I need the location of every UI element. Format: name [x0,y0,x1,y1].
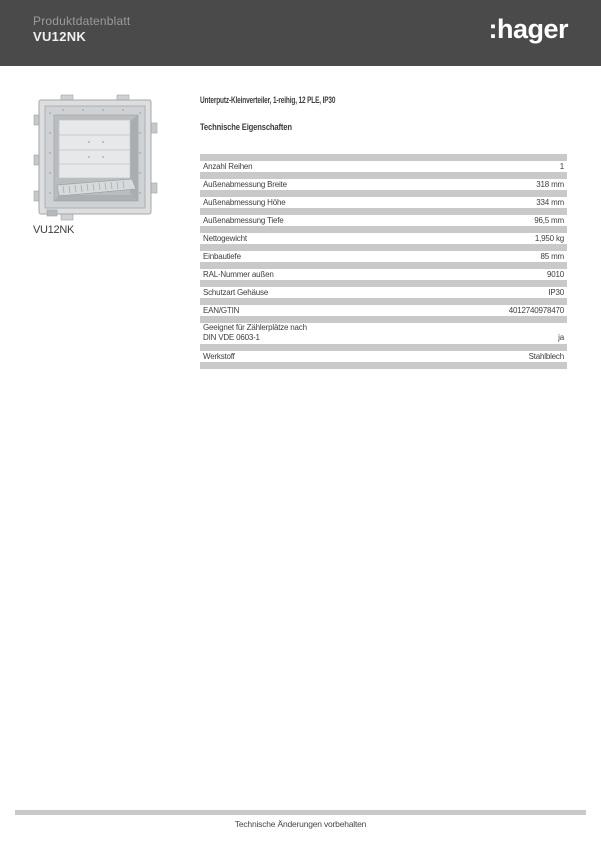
table-row [200,269,567,280]
technical-data-table [200,154,567,369]
product-image [33,93,158,222]
row-label: Schutzart Gehäuse [203,288,269,297]
row-value: IP30 [548,288,564,297]
table-row [200,161,567,172]
table-row-two-line [200,323,567,344]
hager-logo: :hager [488,14,568,44]
row-separator [200,190,567,197]
row-value: ja [558,333,564,342]
row-label: Anzahl Reihen [203,162,253,171]
row-label: Außenabmessung Breite [203,180,287,189]
row-label: Einbautiefe [203,252,241,261]
row-separator [200,316,567,323]
row-value: 334 mm [536,198,564,207]
row-value: Stahlblech [528,352,564,361]
row-separator [200,262,567,269]
section-heading: Technische Eigenschaften [200,122,292,132]
table-row [200,215,567,226]
product-title: Unterputz-Kleinverteiler, 1-reihig, 12 PLE, IP30 [200,95,336,105]
product-image-caption: VU12NK [33,224,74,236]
row-separator [200,226,567,233]
row-separator [200,244,567,251]
row-separator [200,172,567,179]
row-label [203,323,307,344]
footer-note: Technische Änderungen vorbehalten [234,819,367,829]
table-row [200,305,567,316]
row-value: 1 [559,162,564,171]
header-band [0,0,601,66]
table-row [200,351,567,362]
table-row [200,287,567,298]
row-label: RAL-Nummer außen [203,270,274,279]
row-label: Werkstoff [203,352,235,361]
table-row [200,197,567,208]
row-separator [200,298,567,305]
row-separator [200,280,567,287]
row-separator [200,362,567,369]
row-value: 9010 [547,270,564,279]
table-row [200,233,567,244]
table-row [200,251,567,262]
row-value: 1,950 kg [534,234,564,243]
row-label: Nettogewicht [203,234,247,243]
row-value: 4012740978470 [508,306,564,315]
row-value: 85 mm [540,252,564,261]
row-separator [200,154,567,161]
enclosure-illustration [33,93,158,222]
row-separator [200,208,567,215]
row-value: 318 mm [536,180,564,189]
footer-divider [15,810,586,815]
row-label: Außenabmessung Höhe [203,198,286,207]
row-label: EAN/GTIN [203,306,240,315]
row-separator [200,344,567,351]
document-type-label: Produktdatenblatt [33,14,131,28]
row-value: 96,5 mm [534,216,564,225]
table-row [200,179,567,190]
row-label-line2: DIN VDE 0603-1 [203,333,260,342]
row-label: Außenabmessung Tiefe [203,216,284,225]
product-code: VU12NK [33,29,87,44]
row-label-line1: Geeignet für Zählerplätze nach [203,323,307,332]
